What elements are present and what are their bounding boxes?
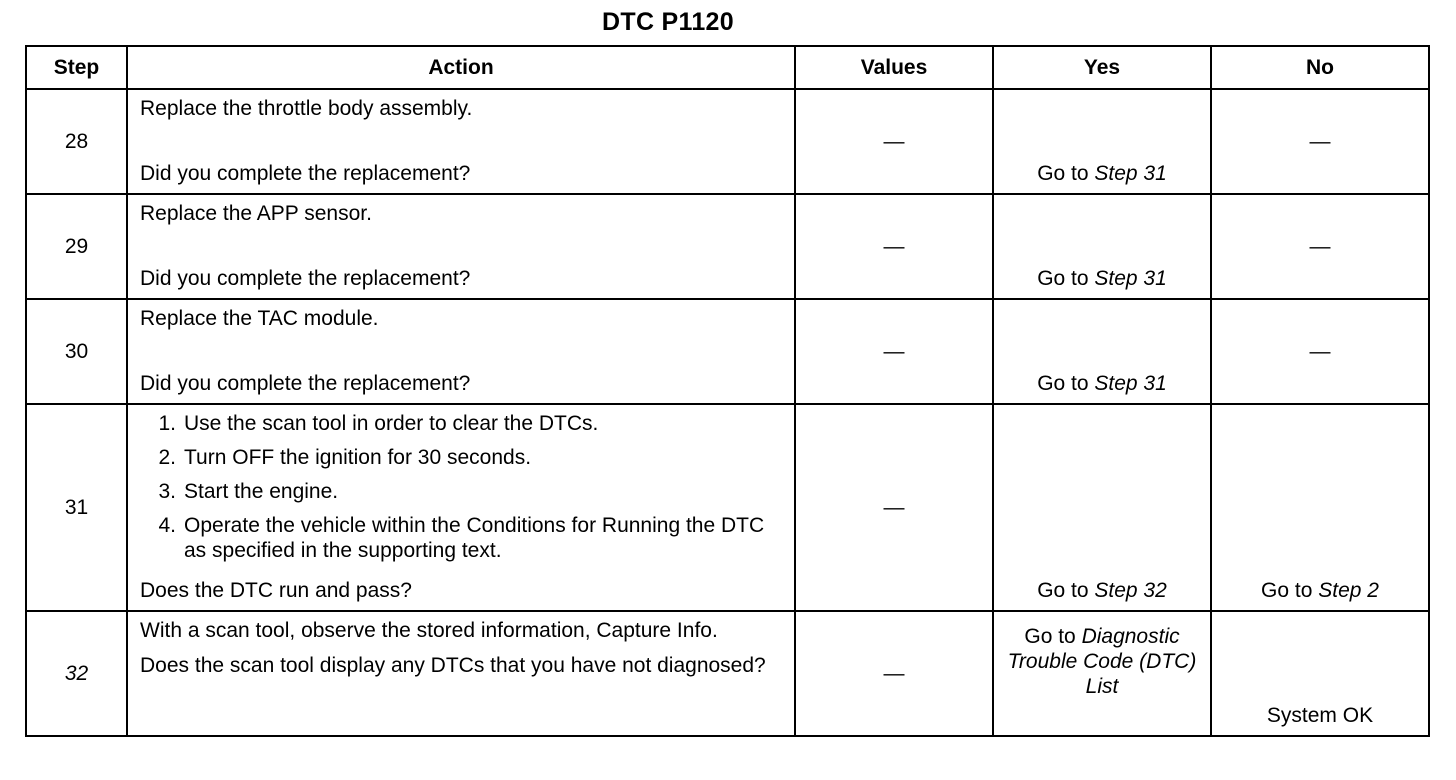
substep-number: 3. [158, 480, 176, 503]
no-cell: System OK [1211, 611, 1429, 736]
step-number: 28 [26, 89, 127, 194]
substep-text: Start the engine. [184, 480, 339, 503]
substep-list [140, 411, 784, 563]
yes-prefix: Go to [1024, 625, 1082, 648]
yes-cell [993, 194, 1211, 299]
action-question: Does the scan tool display any DTCs that you have not diagnosed? [140, 654, 766, 677]
substep-text: Use the scan tool in order to clear the DTCs. [184, 412, 599, 435]
yes-prefix: Go to [1037, 267, 1095, 290]
no-step-link[interactable]: Step 2 [1318, 579, 1379, 602]
action-question: Does the DTC run and pass? [140, 579, 412, 602]
list-item [140, 513, 784, 563]
yes-step-link[interactable]: Step 32 [1094, 579, 1167, 602]
substep-text: Operate the vehicle within the Conditions for Running the DTC as specified in the supporting text. [184, 514, 765, 562]
action-question: Did you complete the replacement? [140, 372, 471, 395]
list-item [140, 479, 784, 504]
yes-step-link[interactable]: Step 31 [1094, 162, 1167, 185]
yes-cell [993, 404, 1211, 611]
action-cell [127, 299, 795, 404]
action-cell [127, 611, 795, 736]
list-item [140, 445, 784, 470]
action-cell [127, 89, 795, 194]
list-item [140, 411, 784, 436]
substep-number: 1. [158, 412, 176, 435]
action-instruction: Replace the APP sensor. [140, 202, 372, 225]
no-cell: — [1211, 89, 1429, 194]
yes-step-link[interactable]: Step 31 [1094, 372, 1167, 395]
action-cell [127, 404, 795, 611]
table-row [26, 194, 1429, 299]
header-values: Values [795, 46, 993, 89]
yes-dtc-list-link[interactable]: Diagnostic Trouble Code (DTC) List [1007, 625, 1197, 698]
yes-prefix: Go to [1037, 372, 1095, 395]
values-cell: — [795, 611, 993, 736]
yes-cell [993, 89, 1211, 194]
table-row [26, 611, 1429, 736]
table-row [26, 404, 1429, 611]
table-row [26, 299, 1429, 404]
table-row [26, 89, 1429, 194]
substep-text: Turn OFF the ignition for 30 seconds. [184, 446, 532, 469]
header-step: Step [26, 46, 127, 89]
action-instruction: With a scan tool, observe the stored information, Capture Info. [140, 619, 718, 642]
yes-cell [993, 611, 1211, 736]
values-cell: — [795, 194, 993, 299]
header-no: No [1211, 46, 1429, 89]
step-number: 31 [26, 404, 127, 611]
yes-step-link[interactable]: Step 31 [1094, 267, 1167, 290]
yes-prefix: Go to [1037, 162, 1095, 185]
no-prefix: Go to [1261, 579, 1319, 602]
action-cell [127, 194, 795, 299]
values-cell: — [795, 404, 993, 611]
values-cell: — [795, 89, 993, 194]
no-cell: — [1211, 299, 1429, 404]
action-instruction: Replace the throttle body assembly. [140, 97, 473, 120]
action-question: Did you complete the replacement? [140, 267, 471, 290]
substep-number: 2. [158, 446, 176, 469]
action-instruction: Replace the TAC module. [140, 307, 379, 330]
page-title: DTC P1120 [602, 8, 734, 36]
no-cell [1211, 404, 1429, 611]
step-number: 30 [26, 299, 127, 404]
step-number: 29 [26, 194, 127, 299]
yes-prefix: Go to [1037, 579, 1095, 602]
action-question: Did you complete the replacement? [140, 162, 471, 185]
no-cell: — [1211, 194, 1429, 299]
table-header-row [26, 46, 1429, 89]
diagnostic-table [25, 45, 1430, 737]
header-action: Action [127, 46, 795, 89]
yes-cell [993, 299, 1211, 404]
header-yes: Yes [993, 46, 1211, 89]
step-number: 32 [26, 611, 127, 736]
substep-number: 4. [158, 514, 176, 537]
values-cell: — [795, 299, 993, 404]
